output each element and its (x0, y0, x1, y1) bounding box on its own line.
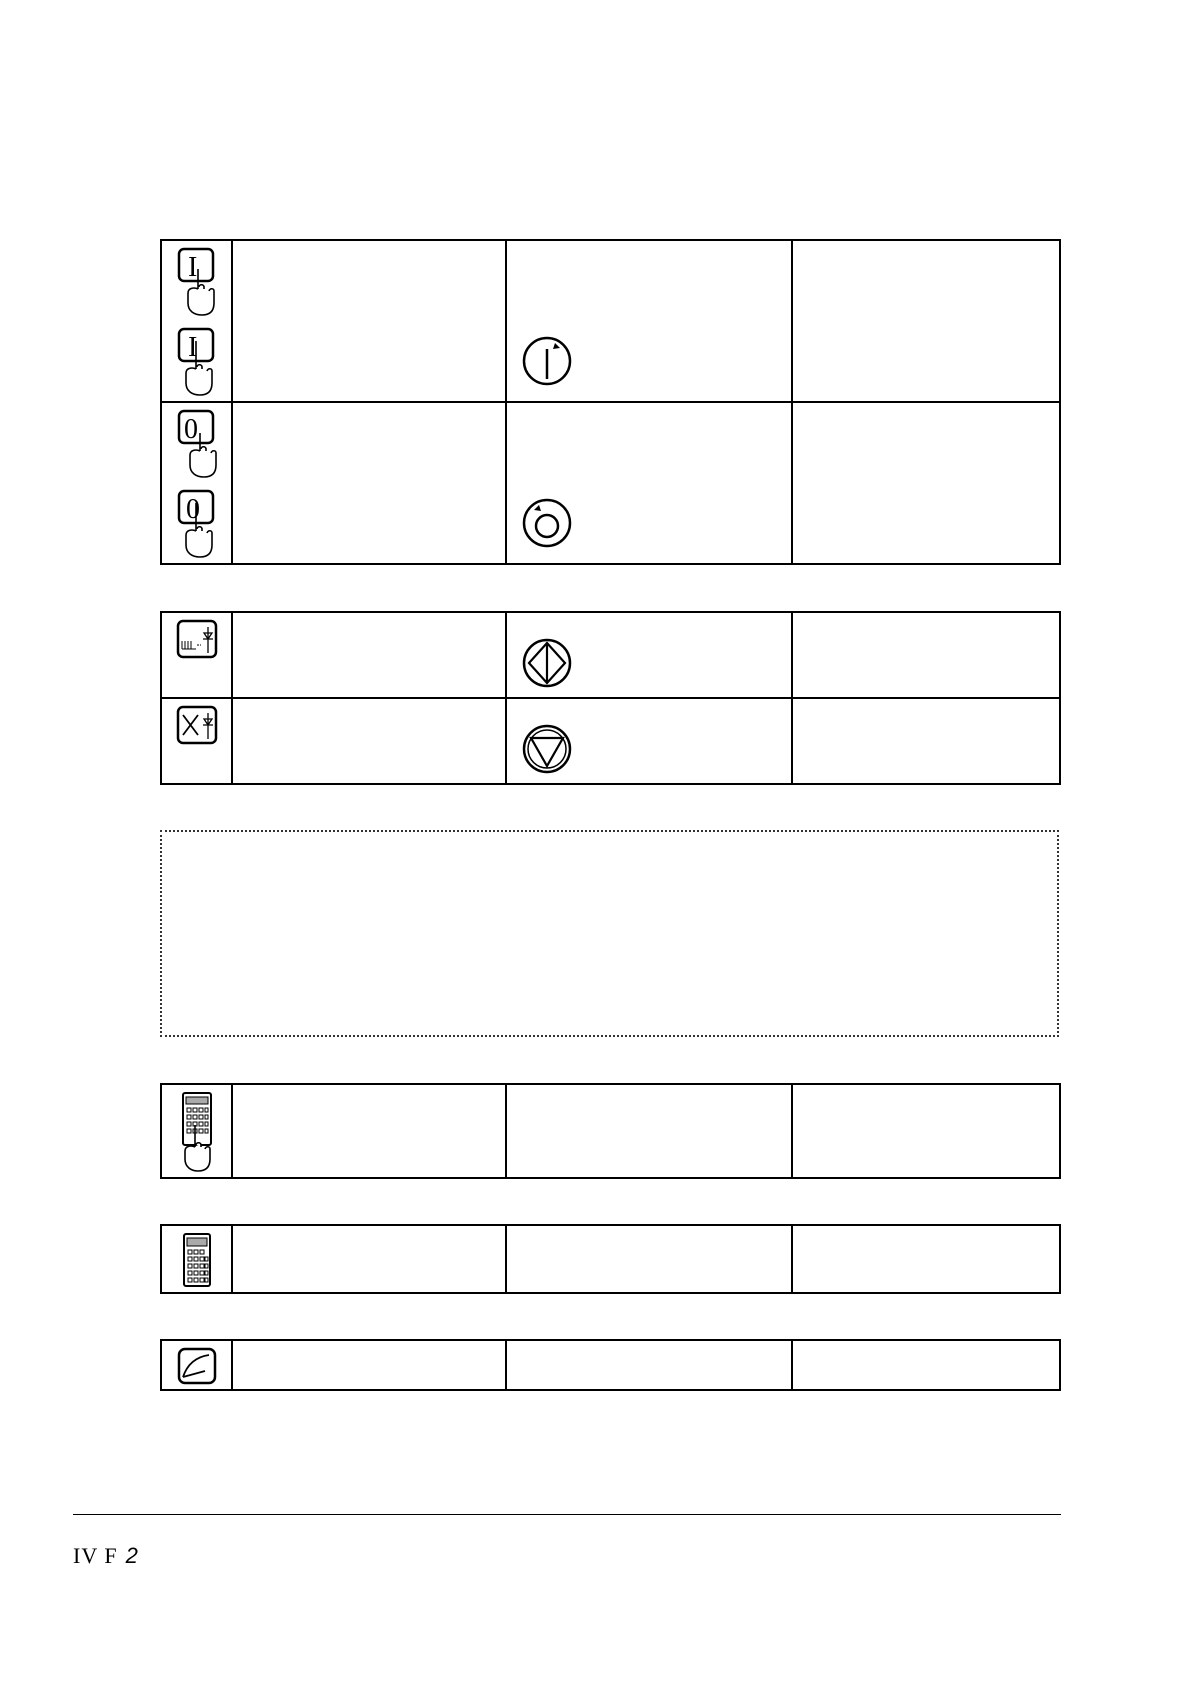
notes-cell (792, 612, 1060, 698)
keypad-table (160, 1224, 1061, 1294)
icon-cell (161, 1340, 232, 1390)
notes-cell (792, 1225, 1060, 1293)
notes-cell (792, 698, 1060, 784)
table-row (161, 402, 1060, 564)
symbol-cell (506, 402, 792, 564)
symbol-cell (506, 1084, 792, 1178)
icon-cell (161, 1084, 232, 1178)
symbol-cell (506, 698, 792, 784)
footer (73, 1543, 139, 1569)
button-0-hand-press-icon (176, 489, 218, 561)
footer-rule (73, 1514, 1061, 1515)
button-i-hand-icon (176, 247, 218, 319)
x-thyristor-key-icon (176, 705, 218, 745)
keypad-hand-table (160, 1083, 1061, 1179)
description-cell (232, 1340, 506, 1390)
table-row (161, 698, 1060, 784)
bar-thyristor-key-icon (176, 619, 218, 659)
enable-disable-table (160, 611, 1061, 785)
circle-i-arrow-icon (521, 335, 573, 387)
ramp-table (160, 1339, 1061, 1391)
description-cell (232, 1084, 506, 1178)
description-cell (232, 402, 506, 564)
svg-text:0: 0 (183, 414, 198, 445)
notes-cell (792, 402, 1060, 564)
symbol-cell (506, 240, 792, 402)
ramp-curve-icon (177, 1347, 217, 1385)
triangle-in-circle-icon (521, 723, 573, 775)
description-cell (232, 612, 506, 698)
icon-cell (161, 698, 232, 784)
notes-cell (792, 240, 1060, 402)
symbol-cell (506, 1340, 792, 1390)
keypad-icon (181, 1232, 213, 1288)
notes-cell (792, 1340, 1060, 1390)
symbol-cell (506, 612, 792, 698)
description-cell (232, 1225, 506, 1293)
icon-cell (161, 402, 232, 564)
svg-text:0: 0 (185, 494, 200, 525)
doc-code: IV F (73, 1543, 118, 1568)
table-row (161, 612, 1060, 698)
svg-text:I: I (187, 252, 197, 283)
table-row (161, 1340, 1060, 1390)
icon-cell (161, 612, 232, 698)
table-row (161, 240, 1060, 402)
note-box (160, 830, 1059, 1037)
svg-text:I: I (187, 332, 197, 363)
keypad-hand-icon (179, 1091, 215, 1175)
page-number: 2 (125, 1543, 139, 1568)
diamond-in-circle-icon (521, 637, 573, 689)
description-cell (232, 698, 506, 784)
button-0-hand-icon (176, 409, 218, 481)
symbol-cell (506, 1225, 792, 1293)
icon-cell (161, 240, 232, 402)
table-row (161, 1084, 1060, 1178)
icon-cell (161, 1225, 232, 1293)
circle-o-arrow-icon (521, 497, 573, 549)
start-stop-table (160, 239, 1061, 565)
table-row (161, 1225, 1060, 1293)
notes-cell (792, 1084, 1060, 1178)
button-i-hand-press-icon (176, 327, 218, 399)
description-cell (232, 240, 506, 402)
